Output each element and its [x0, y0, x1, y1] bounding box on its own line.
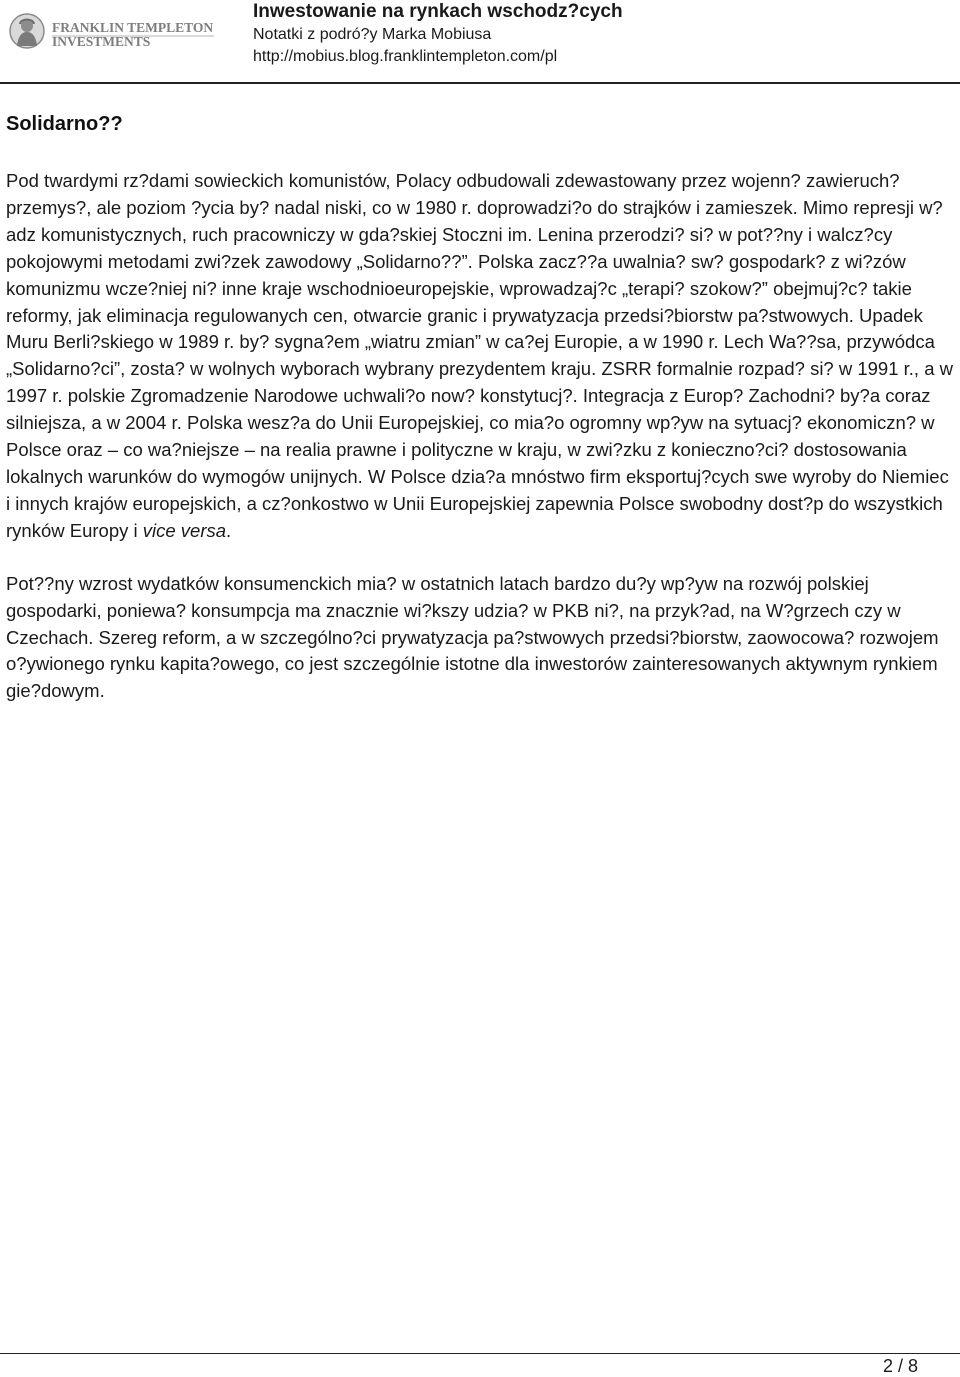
logo-text-top: FRANKLIN TEMPLETON: [52, 20, 214, 35]
paragraph-1-suffix: .: [226, 519, 232, 541]
header-divider: [0, 82, 960, 84]
article-paragraph-1: [6, 168, 956, 545]
blog-url-link[interactable]: http://mobius.blog.franklintempleton.com/pl: [253, 48, 558, 65]
paragraph-1-text: Pod twardymi rz?dami sowieckich komunistów, Polacy odbudowali zdewastowany przez wojenn? zawieruch? przemys?, ale poziom ?ycia by? nadal niski, co w 1980 r. doprowadzi?o do strajków i zamieszek. Mimo represji w?adz komunistycznych, ruch pracowniczy w gda?skiej Stoczni im. Lenina przerodzi? si? w pot??ny i walcz?cy pokojowymi metodami zwi?zek zawodowy „Solidarno??”. Polska zacz??a uwalnia? sw? gospodark? z wi?zów komunizmu wcze?niej ni? inne kraje wschodnioeuropejskie, wprowadzaj?c „terapi? szokow?” obejmuj?c? takie reformy, jak eliminacja regulowanych cen, otwarcie granic i prywatyzacja przedsi?biorstw pa?stwowych. Upadek Muru Berli?skiego w 1989 r. by? sygna?em „wiatru zmian” w ca?ej Europie, a w 1990 r. Lech Wa??sa, przywódca „Solidarno?ci”, zosta? w wolnych wyborach wybrany prezydentem kraju. ZSRR formalnie rozpad? si? w 1991 r., a w 1997 r. polskie Zgromadzenie Narodowe uchwali?o now? konstytucj?. Integracja z Europ? Zachodni? by?a coraz silniejsza, a w 2004 r. Polska wesz?a do Unii Europejskiej, co mia?o ogromny wp?yw na sytuacj? ekonomiczn? w Polsce oraz – co wa?niejsze – na realia prawne i polityczne w kraju, w zwi?zku z konieczno?ci? dostosowania lokalnych warunków do wymogów unijnych. W Polsce dzia?a mnóstwo firm eksportuj?cych swe wyroby do Niemiec i innych krajów europejskich, a cz?onkostwo w Unii Europejskiej zapewnia Polsce swobodny dost?p do wszystkich rynków Europy i: [6, 170, 953, 541]
blog-subtitle: Notatki z podró?y Marka Mobiusa: [253, 26, 492, 43]
article-body: [6, 168, 956, 731]
article-title: Solidarno??: [6, 113, 123, 135]
franklin-templeton-logo: [8, 12, 218, 52]
document-header: [253, 0, 623, 68]
footer-divider: [0, 1353, 960, 1354]
blog-title: Inwestowanie na rynkach wschodz?cych: [253, 1, 623, 22]
page-number: 2 / 8: [882, 1356, 918, 1376]
article-paragraph-2: Pot??ny wzrost wydatków konsumenckich mia? w ostatnich latach bardzo du?y wp?yw na rozwój polskiej gospodarki, poniewa? konsumpcja ma znacznie wi?kszy udzia? w PKB ni?, na przyk?ad, na W?grzech czy w Czechach. Szereg reform, a w szczególno?ci prywatyzacja pa?stwowych przedsi?biorstw, zaowocowa? rozwojem o?ywionego rynku kapita?owego, co jest szczególnie istotne dla inwestorów zainteresowanych aktywnym rynkiem gie?dowym.: [6, 572, 939, 702]
italic-phrase: vice versa: [142, 519, 227, 541]
logo-text-bottom: INVESTMENTS: [52, 34, 151, 49]
